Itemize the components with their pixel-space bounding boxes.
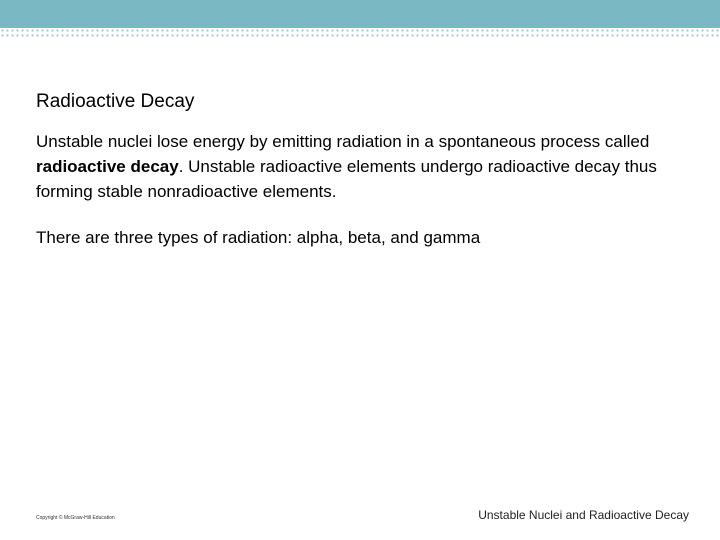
key-term: radioactive decay — [36, 157, 179, 176]
header-bar — [0, 0, 720, 28]
body-paragraph-2: There are three types of radiation: alpha, beta, and gamma — [36, 228, 481, 247]
copyright-notice: Copyright © McGraw-Hill Education — [36, 515, 115, 521]
body-paragraph-1 — [36, 129, 676, 204]
slide-title: Radioactive Decay — [36, 91, 195, 112]
header-dotted-band — [0, 28, 720, 38]
paragraph-1-text-after: . Unstable radioactive elements undergo radioactive decay thus forming stable nonradioactive elements. — [36, 157, 657, 201]
paragraph-1-text-before: Unstable nuclei lose energy by emitting radiation in a spontaneous process called — [36, 132, 650, 151]
footer-section-title: Unstable Nuclei and Radioactive Decay — [478, 508, 689, 522]
